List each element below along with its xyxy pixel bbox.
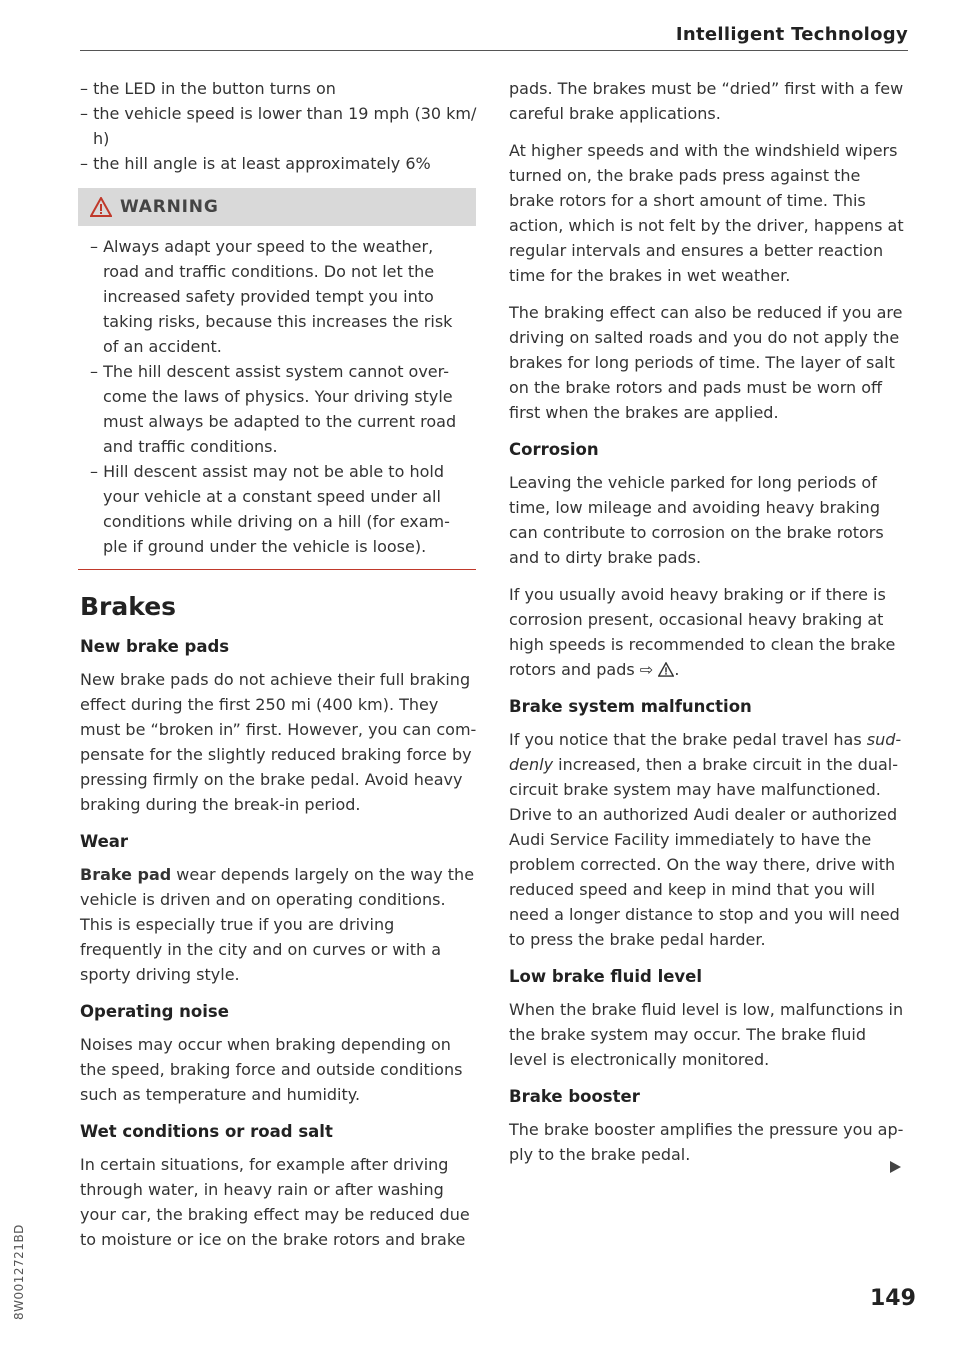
- warning-header: [78, 188, 476, 226]
- text-wet-conditions: In certain situations, for example after driving through water, in heavy rain or after washing your car, the braking effect may be reduced due to moisture or ice on the brake rotors and brake: [80, 1155, 470, 1249]
- text-brake-booster: The brake booster amplifies the pressure you ap-ply to the brake pedal.: [509, 1120, 904, 1164]
- warning-reference-icon[interactable]: [658, 662, 674, 677]
- page-header-title: Intelligent Technology: [675, 24, 908, 45]
- malfunction-pre: If you notice that the brake pedal travel has: [509, 730, 867, 749]
- text-wear: [80, 862, 480, 987]
- warning-box: [78, 188, 476, 570]
- right-column: [509, 76, 909, 1179]
- heading-low-brake-fluid: Low brake fluid level: [509, 967, 703, 986]
- text-operating-noise: Noises may occur when braking depending on the speed, braking force and outside conditions such as temperature and humidity.: [80, 1035, 463, 1104]
- document-code-text: 8W0012721BD: [12, 1224, 26, 1320]
- malfunction-emphasis: sud-denly: [509, 730, 902, 774]
- page-number: 149: [870, 1286, 916, 1311]
- warning-title: WARNING: [120, 196, 219, 217]
- condition-angle: – the hill angle is at least approximately 6%: [80, 154, 431, 173]
- text-new-brake-pads: New brake pads do not achieve their full braking effect during the first 250 mi (400 km). They must be “broken in” first. However, you can com-pensate for the slightly reduced braking force by pressing firmly on the brake pedal. Avoid heavy braking during the break-in period.: [80, 670, 477, 814]
- document-code: [12, 1180, 32, 1320]
- heading-brake-system-malfunction: Brake system malfunction: [509, 697, 752, 716]
- heading-brake-booster: Brake booster: [509, 1087, 640, 1106]
- section-title-brakes: Brakes: [80, 592, 177, 621]
- text-wet-cont-3: The braking effect can also be reduced if you are driving on salted roads and you do not apply the brakes for long periods of time. The layer of salt on the brake rotors and pads must be worn off first when the brakes are applied.: [509, 303, 903, 422]
- condition-led: – the LED in the button turns on: [80, 79, 336, 98]
- warning-item-1: – Always adapt your speed to the weather, road and traffic conditions. Do not let the increased safety provided tempt you into taking risks, because this increases the risk of an accident.: [90, 237, 453, 356]
- continue-arrow-icon: [888, 1160, 902, 1174]
- heading-operating-noise: Operating noise: [80, 1002, 229, 1021]
- heading-corrosion: Corrosion: [509, 440, 599, 459]
- wear-bold-term: Brake pad: [80, 865, 172, 884]
- header-divider: [80, 50, 908, 51]
- text-brake-system-malfunction: [509, 727, 909, 952]
- warning-item-3: – Hill descent assist may not be able to hold your vehicle at a constant speed under all conditions while driving on a hill (for exam-ple if ground under the vehicle is loose).: [90, 462, 450, 556]
- heading-wear: Wear: [80, 832, 129, 851]
- warning-item-2: – The hill descent assist system cannot over-come the laws of physics. Your driving style must always be adapted to the current road and traffic conditions.: [90, 362, 457, 456]
- condition-speed: – the vehicle speed is lower than 19 mph (30 km/ h): [80, 104, 477, 148]
- text-corrosion-1: Leaving the vehicle parked for long periods of time, low mileage and avoiding heavy braking can contribute to corrosion on the brake rotors and to dirty brake pads.: [509, 473, 884, 567]
- wear-body: wear depends largely on the way the vehicle is driven and on operating conditions. This is especially true if you are driving frequently in the city and on curves or with a sporty driving style.: [80, 865, 475, 984]
- left-column: [80, 76, 480, 1264]
- text-wet-cont-2: At higher speeds and with the windshield wipers turned on, the brake pads press against the brake rotors for a short amount of time. This action, which is not felt by the driver, happens at regular intervals and ensures a better reaction time for the brakes in wet weather.: [509, 141, 904, 285]
- malfunction-post: increased, then a brake circuit in the dual-circuit brake system may have malfunctioned. Drive to an authorized Audi dealer or authorized Audi Service Facility immediately to have the problem corrected. On the way there, drive with reduced speed and keep in mind that you will need a longer distance to stop and you will need to press the brake pedal harder.: [509, 755, 900, 949]
- warning-triangle-icon: [90, 197, 112, 217]
- heading-wet-conditions: Wet conditions or road salt: [80, 1122, 333, 1141]
- text-low-brake-fluid: When the brake fluid level is low, malfunctions in the brake system may occur. The brake fluid level is electronically monitored.: [509, 1000, 904, 1069]
- warning-body: [78, 226, 476, 569]
- corrosion-2-body: If you usually avoid heavy braking or if there is corrosion present, occasional heavy braking at high speeds is recommended to clean the brake rotors and pads ⇨: [509, 585, 896, 679]
- text-corrosion-2: If you usually avoid heavy braking or if there is corrosion present, occasional heavy braking at high speeds is recommended to clean the brake rotors and pads ⇨ .: [509, 585, 896, 679]
- heading-new-brake-pads: New brake pads: [80, 637, 230, 656]
- text-wet-cont-1: pads. The brakes must be “dried” first with a few careful brake applications.: [509, 79, 904, 123]
